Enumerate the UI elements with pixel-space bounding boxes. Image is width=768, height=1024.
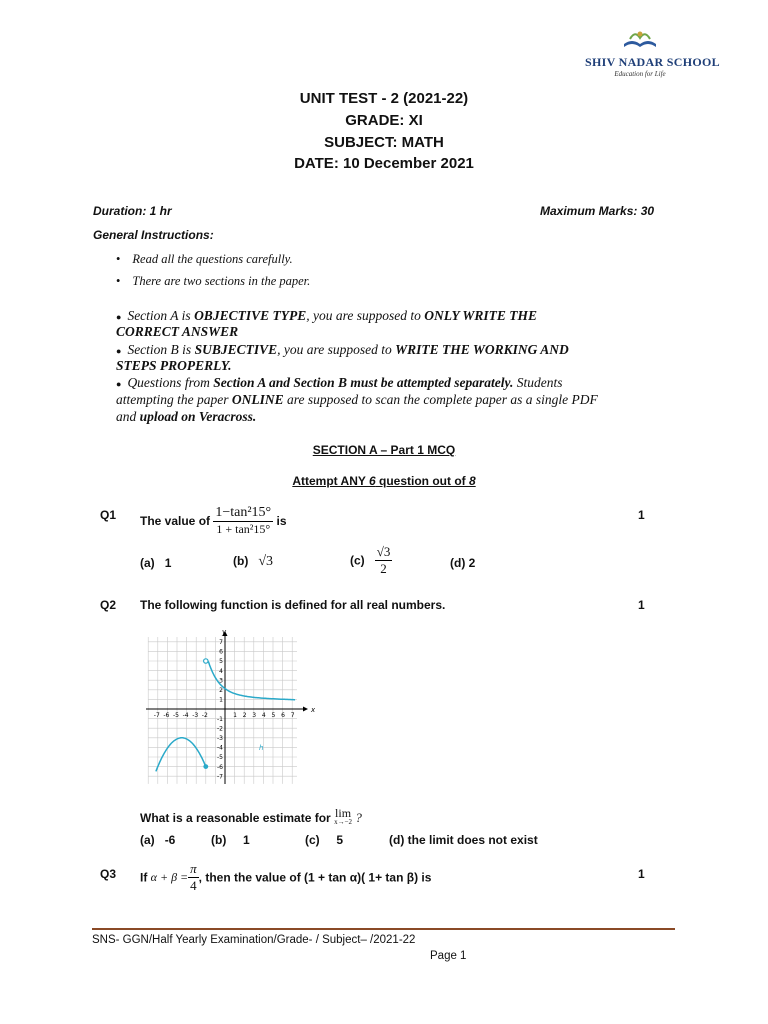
section-b-instruction: ● Section B is SUBJECTIVE, you are supposed to WRITE THE WORKING AND	[116, 342, 569, 357]
x-tick-label: 5	[271, 712, 276, 719]
q3-marks: 1	[638, 867, 645, 881]
open-endpoint	[204, 659, 208, 663]
x-tick-label: -2	[201, 712, 208, 719]
q3-question: If α + β = $\frac{\pi}{4}$ , then the value of (1 + tan α)( 1+ tan β) is	[140, 861, 432, 893]
q1-question: The value of $\frac{\text{1−tan²15°}}{\text{1 + tan²15°}}$ is	[140, 505, 287, 536]
y-tick-label: -5	[217, 754, 223, 762]
x-tick-label: -7	[153, 712, 160, 719]
x-tick-labels	[154, 712, 295, 719]
function-label: h	[259, 744, 264, 752]
section-a-instruction-cont: CORRECT ANSWER	[116, 324, 239, 339]
closed-endpoint	[203, 764, 208, 769]
q1-number: Q1	[100, 508, 117, 522]
q1-option-b: (b) √3	[233, 554, 274, 569]
y-tick-label: 1	[219, 696, 223, 704]
q2-option-c: (c) 5	[305, 833, 344, 847]
x-axis-label: x	[311, 706, 315, 714]
y-tick-label: -3	[217, 735, 223, 742]
y-tick-label: 3	[219, 677, 223, 685]
y-tick-label: 4	[219, 667, 223, 675]
exam-subject: SUBJECT: MATH	[324, 134, 444, 151]
q1-marks: 1	[638, 508, 645, 522]
y-tick-label: -7	[217, 773, 223, 781]
x-tick-label: -4	[182, 712, 189, 719]
x-tick-label: 6	[281, 712, 285, 719]
upload-instruction: and upload on Veracross.	[116, 409, 257, 424]
y-tick-labels	[217, 639, 223, 780]
q1-fraction: $\frac{\text{1−tan²15°}}{\text{1 + tan²15°}}$	[215, 505, 272, 536]
exam-grade: GRADE: XI	[345, 112, 423, 129]
q2-option-d: (d) the limit does not exist	[389, 833, 538, 847]
separate-attempt-instruction: ● Questions from Section A and Section B must be attempted separately. Students	[116, 375, 563, 390]
y-tick-label: -4	[217, 744, 223, 752]
x-tick-label: -6	[163, 712, 170, 719]
x-axis-arrow-icon	[303, 707, 308, 712]
footer-text: SNS- GGN/Half Yearly Examination/Grade- / Subject– /2021-22	[92, 934, 416, 946]
y-tick-label: 2	[219, 687, 223, 694]
x-tick-label: 1	[233, 712, 237, 719]
footer-divider	[92, 928, 675, 930]
q1-option-d: (d) 2	[450, 556, 476, 570]
q2-marks: 1	[638, 598, 645, 612]
exam-title: UNIT TEST - 2 (2021-22)	[299, 90, 469, 107]
section-b-instruction-cont: STEPS PROPERLY.	[116, 358, 232, 373]
q1-option-c: (c) $\frac{√3}{2}$	[350, 544, 391, 576]
y-tick-label: 5	[219, 658, 223, 666]
book-logo-icon	[620, 28, 660, 50]
y-tick-label: 7	[219, 639, 223, 646]
school-name: SHIV NADAR SCHOOL	[585, 55, 720, 69]
section-a-instruction: ● Section A is OBJECTIVE TYPE, you are supposed to ONLY WRITE THE	[116, 308, 537, 323]
exam-date: DATE: 10 December 2021	[294, 155, 474, 172]
y-tick-label: -1	[217, 715, 223, 723]
y-tick-label: -6	[217, 763, 223, 771]
q2-limit-question: What is a reasonable estimate for lim x→−2 ?	[140, 806, 362, 826]
x-tick-label: -5	[173, 712, 179, 719]
q1-option-a: (a) 1	[140, 556, 172, 570]
instruction-bullet: • Read all the questions carefully.	[116, 252, 293, 266]
y-tick-label: -2	[217, 725, 223, 733]
x-tick-label: 7	[290, 712, 295, 719]
q2-question: The following function is defined for all real numbers.	[140, 598, 446, 612]
x-tick-label: 2	[242, 712, 247, 719]
q2-option-b: (b) 1	[211, 833, 250, 847]
q2-number: Q2	[100, 598, 117, 612]
school-logo	[585, 28, 720, 78]
y-axis-label: y	[222, 628, 227, 636]
x-tick-label: 3	[252, 712, 257, 719]
online-instruction: attempting the paper ONLINE are supposed to scan the complete paper as a single PDF	[116, 392, 598, 407]
section-heading: SECTION A – Part 1 MCQ	[312, 443, 456, 457]
x-tick-label: 4	[261, 712, 266, 719]
q2-option-a: (a) -6	[140, 833, 176, 847]
page-number: Page 1	[430, 950, 467, 962]
q3-number: Q3	[100, 867, 117, 881]
duration: Duration: 1 hr	[93, 204, 172, 218]
attempt-instruction: Attempt ANY 6 question out of 8	[292, 474, 476, 488]
school-tagline: Education for Life	[614, 70, 666, 78]
y-tick-label: 6	[219, 648, 223, 656]
max-marks: Maximum Marks: 30	[540, 204, 655, 218]
x-tick-label: -3	[192, 712, 199, 719]
function-graph	[140, 626, 315, 788]
instruction-bullet: • There are two sections in the paper.	[116, 274, 311, 288]
instructions-label: General Instructions:	[93, 228, 214, 242]
